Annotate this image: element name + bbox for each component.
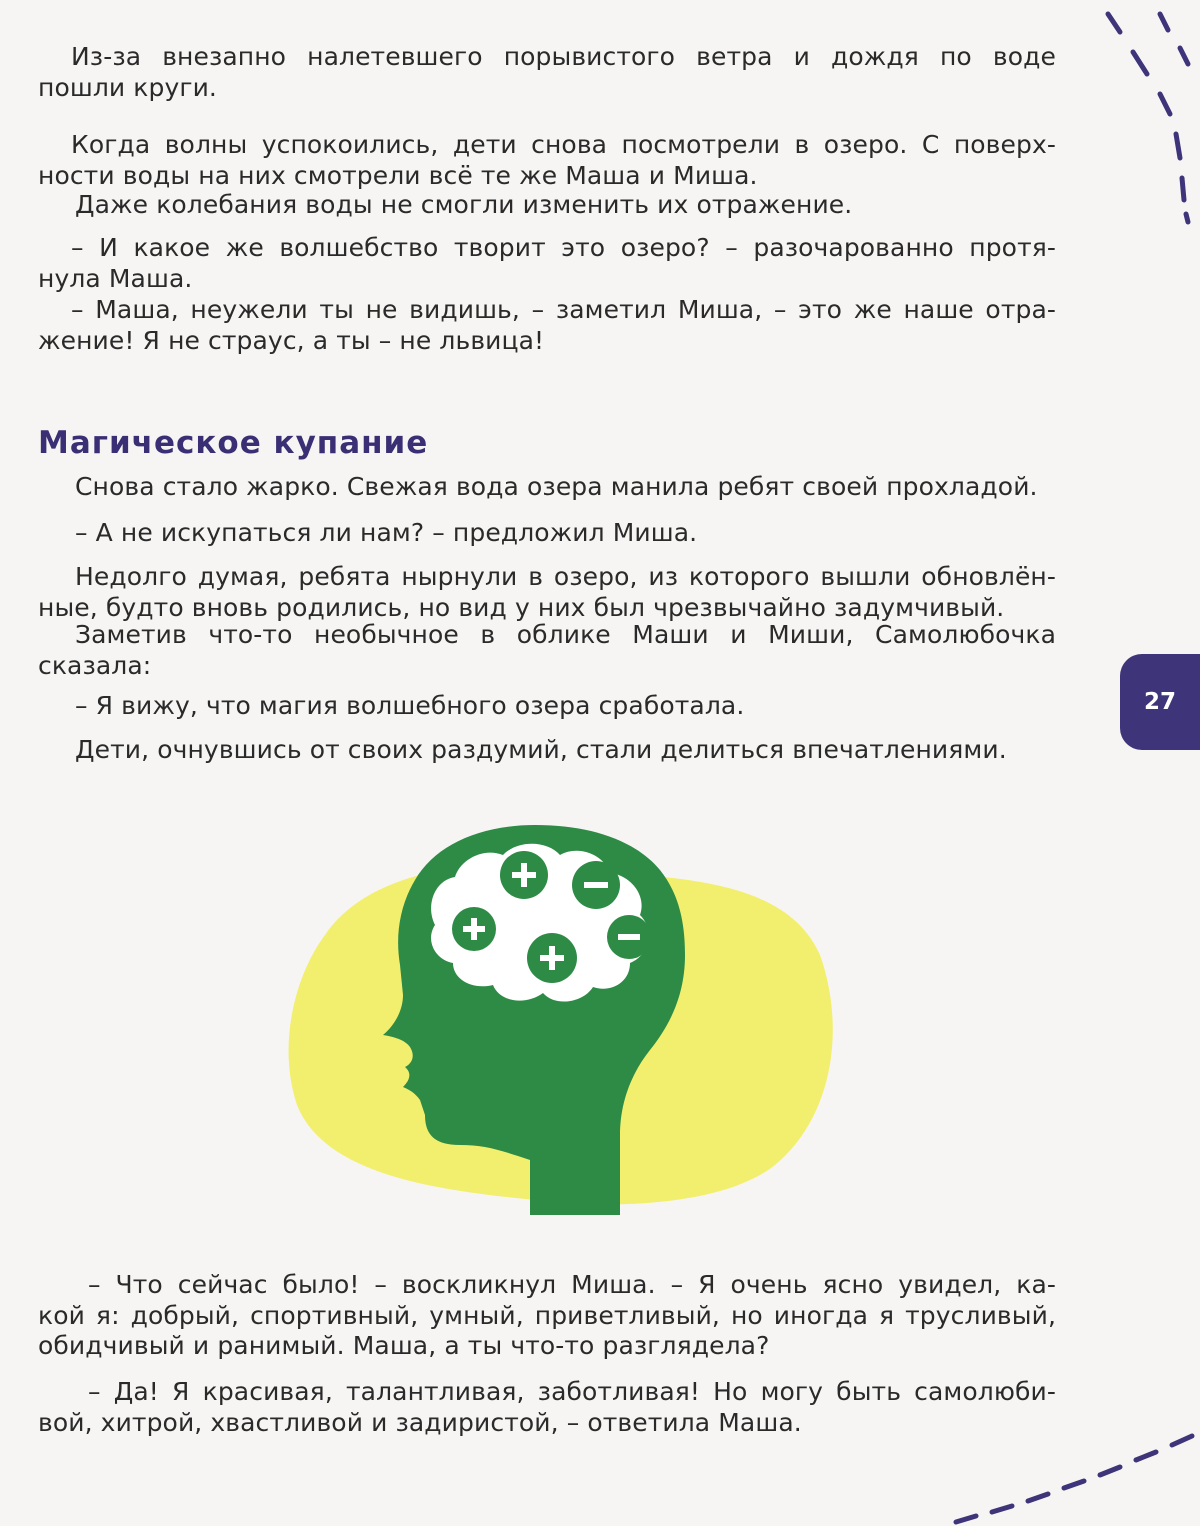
minus-sign-icon [572,861,620,909]
page-number-tab [1120,654,1200,750]
text-line: Заметив что-то необычное в облике Маши и Миши, Самолюбочка [75,620,1056,649]
paragraph-misha-answer [38,295,1056,356]
text-line: Из-за внезапно налетевшего порывистого ветра и дождя по воде [71,42,1056,71]
paragraph-samolyubochka [38,620,1056,681]
paragraph-masha-question [38,233,1056,294]
plus-sign-icon [527,933,577,983]
text-line: вой, хитрой, хвастливой и задиристой, – ответила Маша. [38,1407,802,1437]
text-line: пошли круги. [38,72,217,102]
text-line: кой я: добрый, спортивный, умный, приветливый, но иногда я трусливый, [38,1300,1056,1330]
paragraph-swim [38,518,1056,549]
text-line: сказала: [38,650,152,680]
paragraph-waves [38,130,1056,191]
plus-sign-icon [500,851,548,899]
text-line: Дети, очнувшись от своих раздумий, стали делиться впечатлениями. [75,735,1007,764]
head-with-thoughts-illustration [285,815,845,1225]
minus-sign-icon [607,915,651,959]
text-line: – Да! Я красивая, талантливая, заботливая! Но могу быть самолюби- [88,1377,1056,1406]
paragraph-hot [38,472,1056,503]
text-line: – Что сейчас было! – воскликнул Миша. – Я очень ясно увидел, ка- [88,1270,1056,1299]
text-line: Недолго думая, ребята нырнули в озеро, из которого вышли обновлён- [75,562,1056,591]
paragraph-misha-insight [38,1270,1056,1362]
text-line: – А не искупаться ли нам? – предложил Миша. [75,518,698,547]
page-number: 27 [1143,689,1176,715]
text-line: – И какое же волшебство творит это озеро? – разочарованно протя- [71,233,1056,262]
text-line: обидчивый и ранимый. Маша, а ты что-то разглядела? [38,1331,770,1360]
paragraph-reflection [38,190,1056,221]
paragraph-impressions [38,735,1056,766]
paragraph-dive [38,562,1056,623]
text-line: жение! Я не страус, а ты – не львица! [38,325,545,355]
text-line: ности воды на них смотрели всё те же Маша и Миша. [38,160,758,190]
plus-sign-icon [452,907,496,951]
text-line: – Я вижу, что магия волшебного озера сработала. [75,691,745,720]
text-line: ные, будто вновь родились, но вид у них был чрезвычайно задумчивый. [38,592,1005,622]
text-line: Снова стало жарко. Свежая вода озера манила ребят своей прохладой. [75,472,1038,501]
text-line: – Маша, неужели ты не видишь, – заметил Миша, – это же наше отра- [71,295,1056,324]
text-line: нула Маша. [38,263,193,293]
paragraph-wind [38,42,1056,103]
text-line: Даже колебания воды не смогли изменить их отражение. [75,190,853,219]
paragraph-magic [38,691,1056,722]
section-heading: Магическое купание [38,425,429,461]
text-line: Когда волны успокоились, дети снова посмотрели в озеро. С поверх- [71,130,1056,159]
paragraph-masha-insight [38,1377,1056,1438]
